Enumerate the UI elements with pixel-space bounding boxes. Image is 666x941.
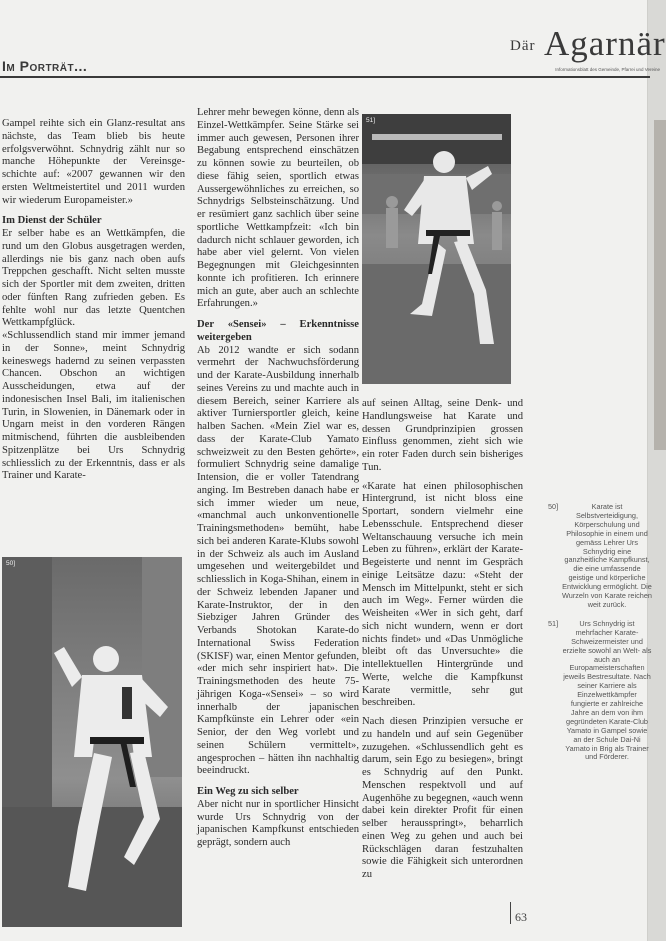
paragraph: Ab 2012 wandte er sich sodann vermehrt der Nachwuchsförderung und der Karate-Ausbildung innerhalb seines Vereins zu und machte auch in diesem Bereich, seiner Karriere als aktiver Turniersportler gleich, keine halben Sachen. «Mein Ziel war es, dass der Karate-Club Yamato schweizweit zu den Besten gehörte», formuliert Schnydrig seine damalige Intension, die er voller Tatendrang anging. Im Bestreben danach habe er sich immer wieder um neue, «manchmal auch unkonventionelle Trainingsmethoden» bemüht, habe sich bei anderen Karate-Klubs sowohl in der Schweiz als auch im Ausland umgesehen und weitergebildet und schliesslich in Koga-Shihan, einem in der Schweiz lebenden Japaner und Karate-Instruktor, der in den Siebziger Jahren Gründer des Verbands Shotokan Karate-do International Swiss Federation (SKISF) war, einen Mentor gefunden, «der mich sehr inspiriert hat». Die Trainingsmethoden des heute 75-jährigen Koga-«Sensei» – so wird innerhalb der japanischen Kampfkünste ein Lehrer oder «ein Senior, der den Weg vorlebt und seinen Schülern vermittelt», angesprochen – hätten ihn nachhaltig beeindruckt. [197, 344, 359, 777]
logo-title: Agarnär [544, 24, 666, 63]
column-1 [2, 118, 185, 483]
paragraph: Gampel reihte sich ein Glanz-resultat ans nächste, das Team blieb bis heute erfolgsverwöhnt. Schnydrig zählt nur so manche Höhepunkte der Vereinsge-schichte auf: «2007 gewannen wir den ersten Weltmeistertitel und 2011 wurden wir wiederum Europameister.» [2, 118, 185, 206]
caption-51 [548, 620, 652, 763]
column-2 [197, 107, 359, 850]
section-title: Im Porträt... [2, 58, 88, 74]
karate-master-image [2, 557, 182, 927]
subheading: Der «Sensei» – Erkenntnisse weitergeben [197, 319, 359, 343]
logo-article: Där [510, 38, 536, 54]
column-3 [362, 398, 523, 882]
paragraph: Nach diesen Prinzipien versuche er zu handeln und auf sein Gegenüber zuzugehen. «Schlussendlich geht es darum, sein Ego zu besiegen», bringt es Schnydrig auf den Punkt. Menschen respektvoll und auf Augenhöhe zu begegnen, «auch wenn dabei kein direkter Profit für einen selber herausspringt», beharrlich einen Weg zu gehen und auch bei Rückschlägen daran festzuhalten sowie die Fähigkeit sich unterordnen zu [362, 716, 523, 880]
paragraph: «Schlussendlich stand mir immer jemand in der Sonne», meint Schnydrig keineswegs hadernd zu seinen verpassten Chancen. Obschon an wichtigen Ausscheidungen, etwa auf der indonesischen Insel Bali, im italienischen Turin, in Slowenien, in Dänemark oder in Ungarn meist in den vorderen Rängen mitmischend, führten die ausbleibenden Spitzenplätze bei Urs Schnydrig schliesslich zu der Erkenntnis, dass er als Trainer und Karate- [2, 330, 185, 482]
caption-text: Urs Schnydrig ist mehrfacher Karate-Schweizermeister und erzielte sowohl an Welt- als auch an Europameisterschaften jeweils Bestresultate. Nach seiner Karriere als Einzelwettkämpfer fungierte er zahlreiche Jahre an dem von ihm gegründeten Karate-Club Yamato in Gampel sowie an der Schule Dai-Ni Yamato in Brig als Trainer und Förderer. [562, 618, 652, 762]
paragraph: «Karate hat einen philosophischen Hintergrund, ist nicht bloss eine Sportart, sondern vielmehr eine Lebensschule. Entsprechend dieser Weltanschauung versuche ich mein Leben zu führen», erklärt der Karate-Begeisterte und nennt im Gespräch einige Leitsätze dazu: «Steht der Mensch im Mittelpunkt, steht er sich auch im Weg». Ferner würden die Weisheiten «Wer in sich geht, darf sich nicht wundern, wenn er dort nichts findet» und «Das Unmögliche bleibt oft das Unversuchte» die intellektuellen Hintergründe und Werte, welche die Kampfkunst Karate vermittle, sehr gut beschreiben. [362, 480, 523, 709]
photo-karate-dojo [362, 114, 511, 384]
paragraph: Aber nicht nur in sportlicher Hinsicht wurde Urs Schnydrig von der japanischen Kampfkunst entschieden geprägt, sondern auch [197, 798, 359, 848]
photo-captions [548, 503, 652, 772]
caption-number: 51] [548, 618, 559, 628]
paragraph: auf seinen Alltag, seine Denk- und Handlungsweise hat Karate und dessen Grundprinzipien grossen Einfluss genommen, zieht sich wie ein roter Faden durch sein bisheriges Tun. [362, 398, 523, 473]
karate-dojo-image [362, 114, 511, 384]
photo-karate-master [2, 557, 182, 927]
photo-number: 51] [366, 117, 376, 124]
page-number-rule [510, 902, 511, 924]
caption-number: 50] [548, 502, 559, 511]
photo-number: 50] [6, 560, 16, 567]
caption-50 [548, 503, 652, 610]
page-edge-shadow [654, 120, 666, 450]
logo-subtitle: Informationsblatt des Gemeinde, Pfarrei und Vereine [555, 67, 660, 72]
paragraph: Er selber habe es an Wettkämpfen, die rund um den Globus ausgetragen werden, allerdings nie bis ganz nach oben aufs Treppchen geschafft. Nicht selten musste sich der Sportler mit dem zweiten, dritten oder fünften Rang zufrieden geben. Es fehlte wohl nur das letzte Quentchen Wettkampfglück. [2, 228, 185, 329]
caption-text: Karate ist Selbstverteidigung, Körperschulung und Philosophie in einem und gemäss Lehrer Urs Schnydrig eine ganzheitliche Kampfkunst, die eine umfassende geistige und körperliche Entwicklung ermöglicht. Die Wurzeln von Karate reichen weit zurück. [562, 502, 652, 609]
magazine-logo [510, 22, 666, 78]
subheading: Ein Weg zu sich selber [197, 786, 299, 797]
subheading: Im Dienst der Schüler [2, 215, 102, 227]
paragraph: Lehrer mehr bewegen könne, denn als Einzel-Wettkämpfer. Seine Stärke sei immer auch gewesen, Personen ihrer Begabung entsprechend einschätzen zu können sowie zu beurteilen, ob diese fähig seien, sportlich etwas Aussergewöhnliches zu erreichen, so Schnydrigs Selbsteinschätzung. Und er resümiert ganz sachlich über seine sportliche Wettkampfzeit: «Ich bin dadurch nicht schlauer geworden, ich habe aber viel gelernt. Von vielen Begegnungen mit Gleichgesinnten konnte ich profitieren. Ich erinnere mich an gute, aber auch an schlechte Erfahrungen.» [197, 107, 359, 310]
page-number: 63 [515, 910, 527, 924]
